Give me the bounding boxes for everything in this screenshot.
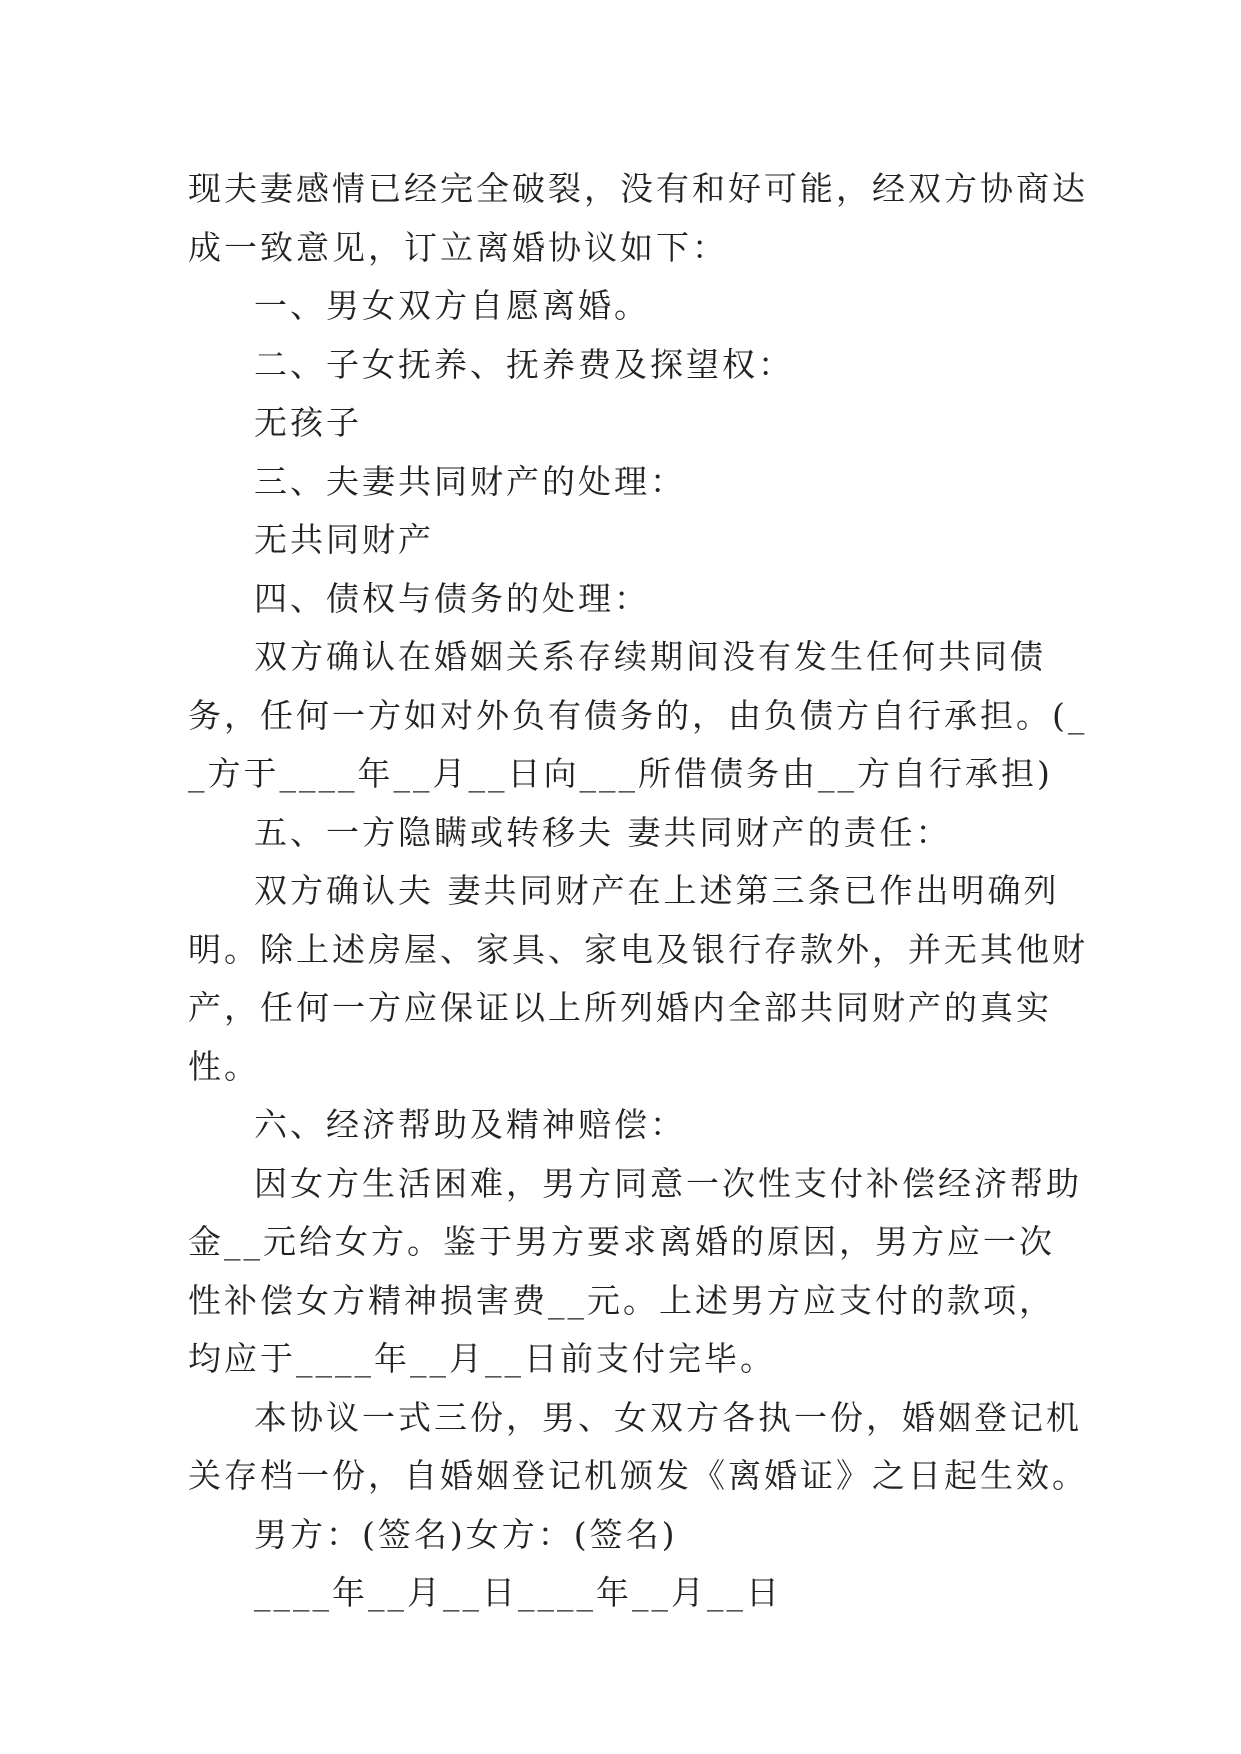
clause-4-body: 双方确认在婚姻关系存续期间没有发生任何共同债务，任何一方如对外负有债务的，由负债方自行承担。(__方于____年__月__日向___所借债务由__方自行承担) bbox=[188, 637, 1088, 793]
document-body bbox=[188, 160, 1088, 1623]
clause-4-heading: 四、债权与债务的处理： bbox=[254, 578, 650, 618]
clause-3-body: 无共同财产 bbox=[254, 520, 434, 559]
signature-line: 男方：(签名)女方：(签名) bbox=[254, 1514, 678, 1554]
effective-clause: 本协议一式三份，男、女双方各执一份，婚姻登记机关存档一份，自婚姻登记机颁发《离婚证》之日起生效。 bbox=[188, 1397, 1088, 1495]
clause-6-heading: 六、经济帮助及精神赔偿： bbox=[254, 1105, 686, 1144]
clause-1-heading: 一、男女双方自愿离婚。 bbox=[254, 286, 650, 325]
clause-3-heading: 三、夫妻共同财产的处理： bbox=[254, 461, 686, 501]
clause-6-body: 因女方生活困难，男方同意一次性支付补偿经济帮助金__元给女方。鉴于男方要求离婚的原因，男方应一次性补偿女方精神损害费__元。上述男方应支付的款项，均应于____年__月__日前支付完毕。 bbox=[188, 1163, 1082, 1378]
date-line: ____年__月__日____年__月__日 bbox=[254, 1573, 782, 1612]
clause-5-body: 双方确认夫 妻共同财产在上述第三条已作出明确列明。除上述房屋、家具、家电及银行存款外，并无其他财产，任何一方应保证以上所列婚内全部共同财产的真实性。 bbox=[188, 871, 1088, 1086]
clause-2-body: 无孩子 bbox=[254, 403, 362, 442]
clause-2-heading: 二、子女抚养、抚养费及探望权： bbox=[254, 344, 794, 384]
paragraph-intro: 现夫妻感情已经完全破裂，没有和好可能，经双方协商达成一致意见，订立离婚协议如下： bbox=[188, 169, 1088, 267]
clause-5-heading: 五、一方隐瞒或转移夫 妻共同财产的责任： bbox=[254, 812, 952, 852]
